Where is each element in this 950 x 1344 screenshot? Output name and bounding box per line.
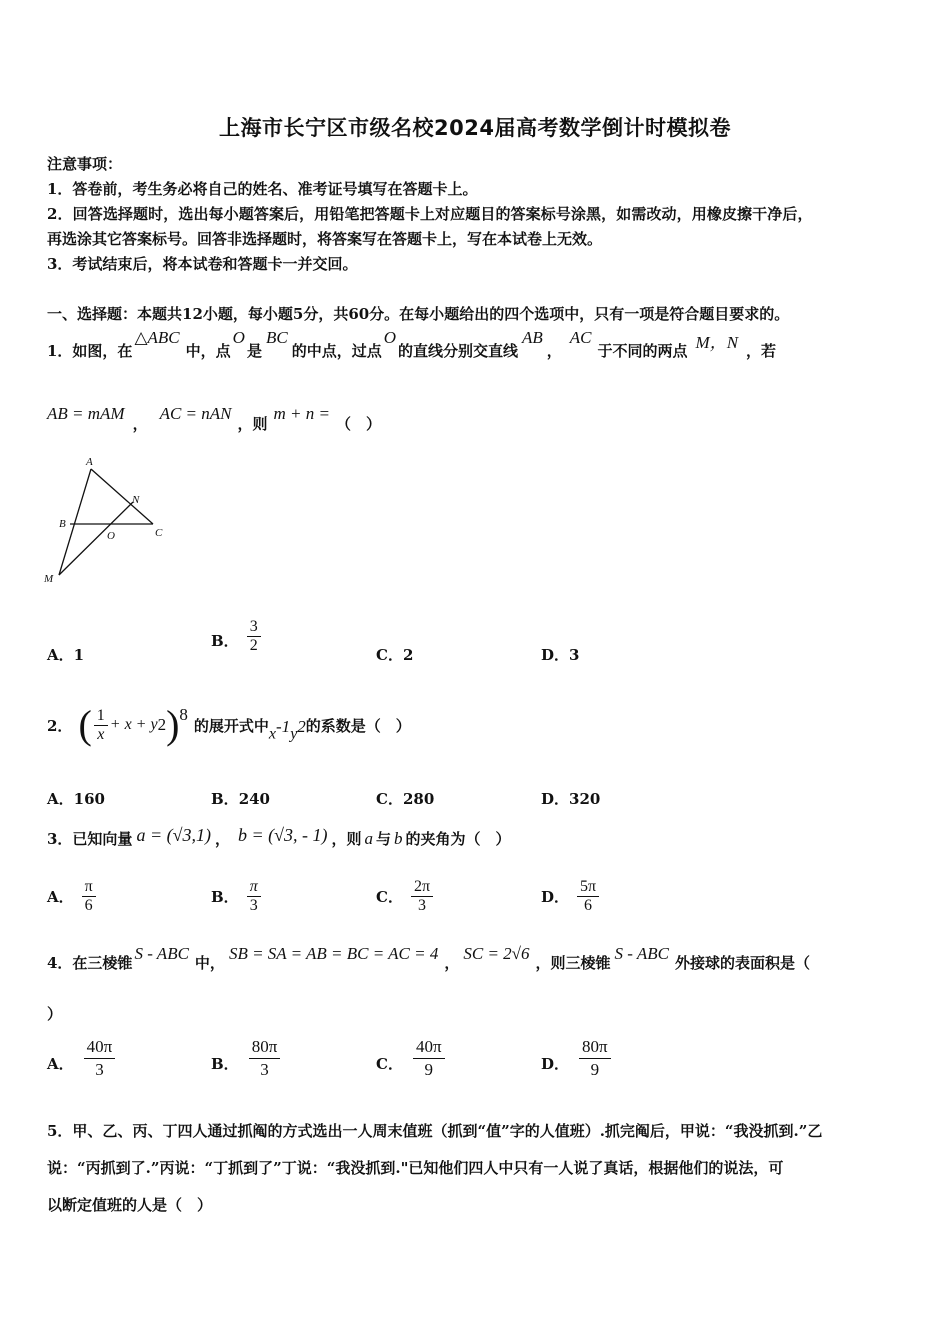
q4-math: S - ABC xyxy=(134,944,189,963)
fraction-den: 2 xyxy=(249,637,258,654)
option-fraction xyxy=(247,618,261,655)
term-x: x xyxy=(268,725,277,743)
q3-text: 与 xyxy=(376,830,392,848)
page-title: 上海市长宁区市级名校2024届高考数学倒计时模拟卷 xyxy=(219,116,731,140)
notice-item: 3．考试结束后，将本试卷和答题卡一并交回。 xyxy=(47,255,358,273)
term-x-exp: -1 xyxy=(276,716,291,736)
fraction-num: π xyxy=(82,878,96,897)
fraction-num: π xyxy=(247,878,261,897)
option-label: C． xyxy=(376,888,403,906)
q1-math: AB = mAM xyxy=(47,404,125,423)
notice-item: 1．答卷前，考生务必将自己的姓名、准考证号填写在答题卡上。 xyxy=(47,180,478,198)
question-1-stem xyxy=(47,328,776,361)
q1-text: ， xyxy=(132,415,148,433)
option-label: A． xyxy=(47,790,74,808)
q2-number: 2． xyxy=(47,716,73,735)
q1-text: 于不同的两点 xyxy=(597,342,688,360)
q4-math: S - ABC xyxy=(614,944,669,963)
label-a: A xyxy=(86,456,93,468)
q4-text: 中， xyxy=(194,954,225,972)
notice-item: 再选涂其它答案标号。回答非选择题时，将答案写在答题卡上，写在本试卷上无效。 xyxy=(47,230,603,248)
q3-math: b xyxy=(394,828,403,848)
option-fraction xyxy=(82,878,96,915)
option-label: B． xyxy=(211,1055,239,1073)
q1-math: AC xyxy=(569,328,592,347)
q2-exp8: 8 xyxy=(179,705,188,724)
question-3-stem xyxy=(47,822,511,849)
fraction-den: 9 xyxy=(424,1060,433,1079)
option-fraction xyxy=(247,878,261,915)
q4-text: 4．在三棱锥 xyxy=(47,954,133,972)
q3-option-d[interactable] xyxy=(541,878,599,915)
q1-math: AB xyxy=(522,328,543,347)
q3-math: a xyxy=(364,828,374,848)
q1-math: △ABC xyxy=(134,328,180,347)
question-5-line: 说：“丙抓到了.”丙说：“丁抓到了”丁说：“我没抓到."已知他们四人中只有一人说了真话，根据他们的说法，可 xyxy=(47,1159,784,1177)
label-b: B xyxy=(59,518,66,530)
q2-fraction xyxy=(94,707,108,744)
option-fraction xyxy=(249,1036,281,1081)
fraction-den: 6 xyxy=(584,897,593,914)
label-n: N xyxy=(132,494,140,506)
option-label: A． xyxy=(47,1055,74,1073)
q1-text: 的中点，过点 xyxy=(291,342,382,360)
question-4-stem xyxy=(47,944,810,973)
option-fraction xyxy=(413,1036,445,1081)
q1-text: 的直线分别交直线 xyxy=(397,342,518,360)
option-label: C． xyxy=(376,790,403,808)
label-m: M xyxy=(44,573,54,585)
q1-text: ，则 xyxy=(237,415,268,433)
option-value: 160 xyxy=(73,790,105,808)
option-value: 280 xyxy=(402,790,435,808)
q2-option-d[interactable] xyxy=(541,788,600,809)
q1-text: （ ） xyxy=(336,415,382,433)
q4-text: ） xyxy=(47,1005,63,1023)
option-label: B． xyxy=(211,790,239,808)
fraction-den: 3 xyxy=(260,1060,269,1079)
fraction-num: 1 xyxy=(94,707,108,726)
term-y: y xyxy=(290,725,298,743)
q3-option-c[interactable] xyxy=(376,878,433,915)
q1-math: AC = nAN xyxy=(159,404,232,423)
fraction-num: 40π xyxy=(413,1036,445,1059)
q2-term xyxy=(269,717,306,743)
fraction-num: 40π xyxy=(84,1036,116,1059)
fraction-num: 5π xyxy=(577,878,599,897)
q1-text: ，若 xyxy=(746,342,777,360)
q3-vector-a: a = (√3,1) xyxy=(136,825,211,845)
notice-heading: 注意事项： xyxy=(47,155,123,173)
q1-text: 1．如图，在 xyxy=(47,342,133,360)
option-label: B． xyxy=(211,632,239,650)
q4-math: SB = SA = AB = BC = AC = 4 xyxy=(228,944,439,963)
question-2-stem xyxy=(47,702,411,747)
question-1-condition xyxy=(47,404,381,434)
option-label: B． xyxy=(211,888,239,906)
q1-text: ， xyxy=(546,342,562,360)
option-fraction xyxy=(411,878,433,915)
question-5-line: 5．甲、乙、丙、丁四人通过抓阄的方式选出一人周末值班（抓到“值”字的人值班）.抓完阄后，甲说：“我没抓到.”乙 xyxy=(47,1122,823,1140)
q1-math: BC xyxy=(265,328,288,347)
option-fraction xyxy=(579,1036,611,1081)
label-o: O xyxy=(107,530,115,542)
option-label: D． xyxy=(541,646,570,664)
triangle-figure xyxy=(40,452,170,588)
q4-math: SC = 2√6 xyxy=(463,944,530,963)
q1-option-d[interactable] xyxy=(541,644,579,665)
q4-option-a[interactable] xyxy=(47,1036,115,1081)
q4-option-d[interactable] xyxy=(541,1036,611,1081)
q1-text: 是 xyxy=(246,342,262,360)
fraction-num: 2π xyxy=(411,878,433,897)
option-label: A． xyxy=(47,646,74,664)
q1-math: O xyxy=(383,328,396,347)
right-paren: ) xyxy=(166,702,180,747)
q2-option-b[interactable] xyxy=(211,788,270,809)
label-c: C xyxy=(155,527,163,539)
q3-option-b[interactable] xyxy=(211,878,261,915)
option-value: 3 xyxy=(569,646,580,664)
line-ac xyxy=(91,469,153,524)
q1-option-c[interactable] xyxy=(376,644,413,665)
q1-math: m + n = xyxy=(273,404,330,423)
q3-text: 的夹角为（ ） xyxy=(405,830,511,848)
q2-exp2: 2 xyxy=(157,715,167,734)
q1-math: O xyxy=(232,328,245,347)
q3-option-a[interactable] xyxy=(47,878,96,915)
option-value: 240 xyxy=(238,790,270,808)
q4-option-b[interactable] xyxy=(211,1036,280,1081)
fraction-num: 80π xyxy=(249,1036,281,1059)
option-value: 320 xyxy=(569,790,601,808)
option-value: 2 xyxy=(402,646,414,664)
fraction-den: 3 xyxy=(417,897,426,914)
option-fraction xyxy=(84,1036,116,1081)
option-label: D． xyxy=(541,1055,570,1073)
q1-text: 中，点 xyxy=(185,342,231,360)
option-label: C． xyxy=(376,1055,403,1073)
option-label: C． xyxy=(376,646,403,664)
option-label: D． xyxy=(541,888,570,906)
notice-item: 2．回答选择题时，选出每小题答案后，用铅笔把答题卡上对应题目的答案标号涂黑，如需改动，用橡皮擦干净后， xyxy=(47,205,813,223)
q4-option-c[interactable] xyxy=(376,1036,445,1081)
q1-option-b[interactable] xyxy=(211,618,261,655)
option-value: 1 xyxy=(73,646,85,664)
option-label: A． xyxy=(47,888,74,906)
question-5-line: 以断定值班的人是（ ） xyxy=(47,1196,213,1214)
option-label: D． xyxy=(541,790,570,808)
fraction-den: 9 xyxy=(590,1060,600,1079)
left-paren: ( xyxy=(78,702,92,747)
q4-text: ，则三棱锥 xyxy=(535,954,611,972)
q1-math: M，N xyxy=(695,333,739,352)
q3-text: ，则 xyxy=(331,830,362,848)
q4-text: 外接球的表面积是（ xyxy=(675,954,811,972)
q2-text: 的展开式中 xyxy=(193,716,269,735)
fraction-den: 3 xyxy=(95,1060,104,1079)
section-heading: 一、选择题：本题共12小题，每小题5分，共60分。在每小题给出的四个选项中，只有一项是符合题目要求的。 xyxy=(47,305,790,323)
fraction-num: 3 xyxy=(247,618,261,637)
fraction-den: x xyxy=(97,725,105,743)
q3-text: ， xyxy=(214,830,230,848)
fraction-num: 80π xyxy=(579,1036,611,1059)
fraction-den: 3 xyxy=(249,897,258,914)
q2-expr: + x + y xyxy=(109,716,158,733)
term-y-exp: 2 xyxy=(297,716,306,736)
q2-text: 的系数是（ ） xyxy=(305,716,411,735)
q1-option-a[interactable] xyxy=(47,644,84,665)
q2-option-c[interactable] xyxy=(376,788,434,809)
fraction-den: 6 xyxy=(84,897,93,914)
q3-vector-b: b = (√3, - 1) xyxy=(237,825,328,845)
q3-text: 3．已知向量 xyxy=(47,830,133,848)
q2-option-a[interactable] xyxy=(47,788,105,809)
q4-text: ， xyxy=(444,954,460,972)
option-fraction xyxy=(577,878,599,915)
